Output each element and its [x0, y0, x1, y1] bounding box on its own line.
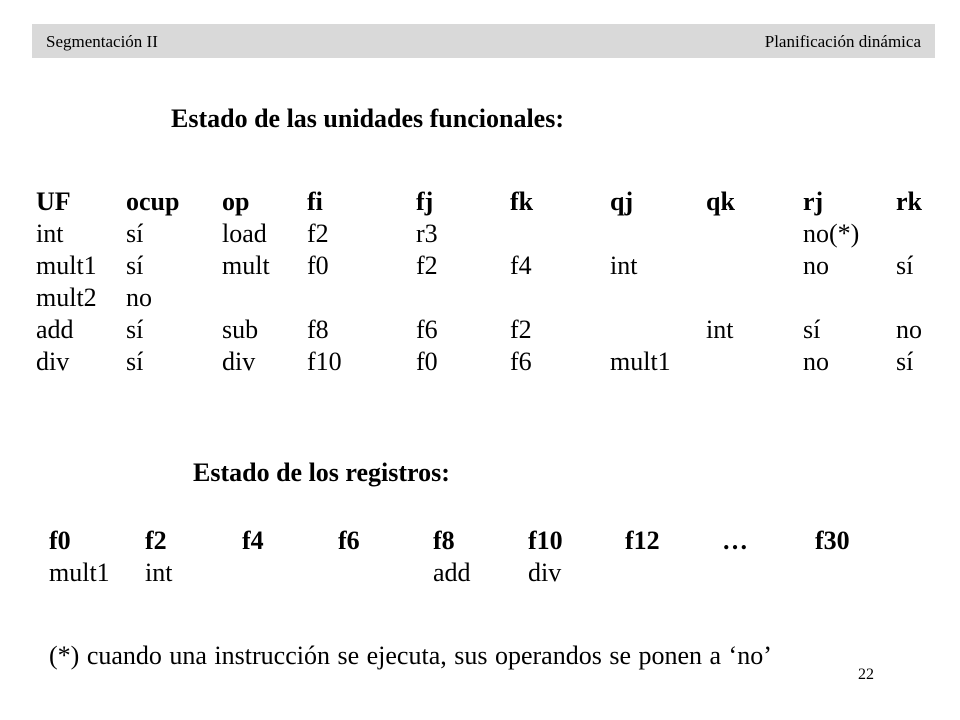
table-cell: f0	[307, 251, 329, 280]
table-cell: sub	[222, 315, 259, 344]
table-row	[36, 251, 936, 281]
register-value: add	[433, 558, 471, 587]
table-cell: f10	[307, 347, 342, 376]
column-header: UF	[36, 187, 71, 216]
column-header: rj	[803, 187, 824, 216]
table-cell: sí	[126, 219, 144, 248]
table-cell: f2	[307, 219, 329, 248]
table-cell: no	[803, 251, 829, 280]
table-cell: f6	[416, 315, 438, 344]
column-header: ocup	[126, 187, 180, 216]
table-row	[36, 283, 936, 313]
table-cell: sí	[896, 251, 914, 280]
table-cell: no(*)	[803, 219, 860, 248]
table-cell: sí	[896, 347, 914, 376]
table-cell: sí	[803, 315, 821, 344]
table-cell: mult1	[36, 251, 97, 280]
table-header-row	[36, 187, 936, 217]
header-topic: Planificación dinámica	[764, 32, 921, 51]
table-cell: sí	[126, 347, 144, 376]
table-cell: div	[36, 347, 70, 376]
page-number: 22	[858, 666, 874, 683]
table-cell: no	[896, 315, 922, 344]
column-header: qj	[610, 187, 634, 216]
fu-section-title: Estado de las unidades funcionales:	[171, 104, 564, 133]
column-header: fk	[510, 187, 534, 216]
table-cell: div	[222, 347, 256, 376]
register-header: f10	[528, 526, 563, 555]
table-row	[36, 315, 936, 345]
table-row	[36, 219, 936, 249]
table-cell: no	[803, 347, 829, 376]
table-header-row	[49, 526, 929, 556]
table-cell: no	[126, 283, 152, 312]
register-header: f12	[625, 526, 660, 555]
register-header: f6	[338, 526, 360, 555]
table-cell: mult1	[610, 347, 671, 376]
table-cell: r3	[416, 219, 438, 248]
table-cell: int	[36, 219, 64, 248]
table-cell: sí	[126, 315, 144, 344]
header-course-title: Segmentación II	[46, 32, 158, 51]
table-cell: f8	[307, 315, 329, 344]
column-header: fi	[307, 187, 323, 216]
column-header: qk	[706, 187, 735, 216]
table-cell: mult	[222, 251, 270, 280]
functional-units-table	[36, 187, 936, 417]
slide-header	[32, 24, 935, 58]
register-value: mult1	[49, 558, 110, 587]
register-header: f4	[242, 526, 264, 555]
column-header: op	[222, 187, 250, 216]
table-cell: f6	[510, 347, 532, 376]
table-cell: int	[610, 251, 638, 280]
table-cell: int	[706, 315, 734, 344]
table-cell: f0	[416, 347, 438, 376]
register-header: f0	[49, 526, 71, 555]
table-cell: f4	[510, 251, 532, 280]
column-header: rk	[896, 187, 922, 216]
register-header: …	[722, 526, 748, 555]
register-header: f2	[145, 526, 167, 555]
registers-table	[49, 526, 929, 596]
table-cell: load	[222, 219, 267, 248]
register-value: div	[528, 558, 562, 587]
register-header: f8	[433, 526, 455, 555]
registers-section-title: Estado de los registros:	[193, 458, 450, 487]
table-cell: f2	[416, 251, 438, 280]
table-row	[36, 347, 936, 377]
table-cell: f2	[510, 315, 532, 344]
table-cell: sí	[126, 251, 144, 280]
table-cell: add	[36, 315, 74, 344]
register-value: int	[145, 558, 173, 587]
column-header: fj	[416, 187, 434, 216]
register-header: f30	[815, 526, 850, 555]
footnote: (*) cuando una instrucción se ejecuta, sus operandos se ponen a ‘no’	[49, 641, 772, 670]
table-cell: mult2	[36, 283, 97, 312]
table-row	[49, 558, 929, 588]
